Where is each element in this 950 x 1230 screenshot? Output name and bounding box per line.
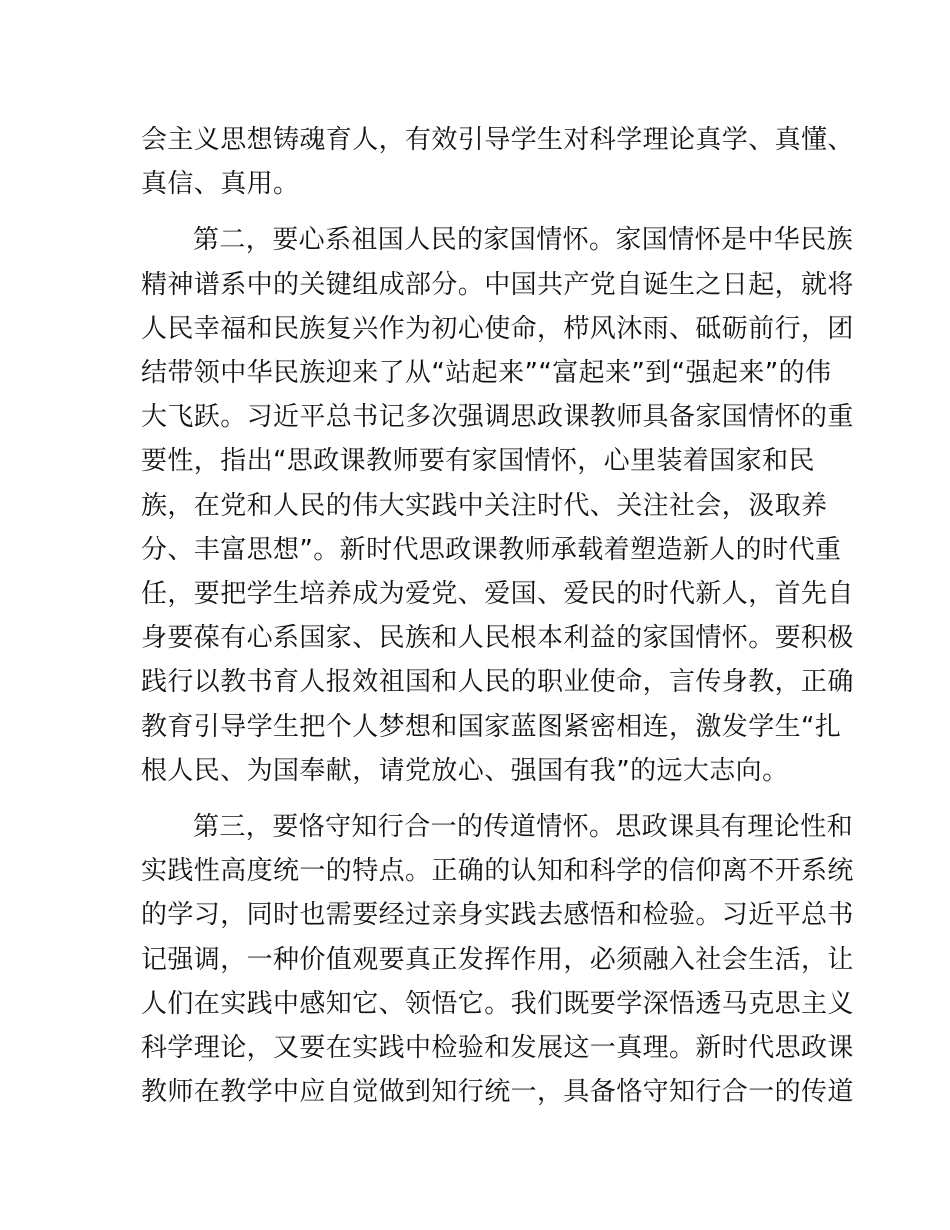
paragraph-line: 第二，要心系祖国人民的家国情怀。家国情怀是中华民族 bbox=[193, 225, 854, 256]
paragraph-line: 人们在实践中感知它、领悟它。我们既要学深悟透马克思主义 bbox=[141, 988, 854, 1019]
paragraph-line: 分、丰富思想”。新时代思政课教师承载着塑造新人的时代重 bbox=[141, 534, 842, 565]
paragraph-line: 科学理论，又要在实践中检验和发展这一真理。新时代思政课 bbox=[141, 1033, 854, 1064]
paragraph-line: 人民幸福和民族复兴作为初心使命，栉风沐雨、砥砺前行，团 bbox=[141, 313, 854, 344]
paragraph-line: 真信、真用。 bbox=[141, 169, 300, 200]
paragraph-line: 任，要把学生培养成为爱党、爱国、爱民的时代新人，首先自 bbox=[141, 579, 854, 610]
paragraph-line: 教育引导学生把个人梦想和国家蓝图紧密相连，激发学生“扎 bbox=[141, 711, 842, 742]
paragraph-line: 身要葆有心系国家、民族和人民根本利益的家国情怀。要积极 bbox=[141, 623, 854, 654]
paragraph-2 bbox=[141, 218, 854, 793]
paragraph-line: 记强调，一种价值观要真正发挥作用，必须融入社会生活，让 bbox=[141, 944, 854, 975]
paragraph-line: 根人民、为国奉献，请党放心、强国有我”的远大志向。 bbox=[141, 755, 789, 786]
paragraph-line: 要性，指出“思政课教师要有家国情怀，心里装着国家和民 bbox=[141, 446, 815, 477]
paragraph-line: 族，在党和人民的伟大实践中关注时代、关注社会，汲取养 bbox=[141, 490, 828, 521]
paragraph-line: 的学习，同时也需要经过亲身实践去感悟和检验。习近平总书 bbox=[141, 900, 854, 931]
paragraph-line: 践行以教书育人报效祖国和人民的职业使命，言传身教，正确 bbox=[141, 667, 854, 698]
paragraph-line: 会主义思想铸魂育人，有效引导学生对科学理论真学、真懂、 bbox=[141, 125, 854, 155]
paragraph-1 bbox=[141, 118, 854, 206]
paragraph-line: 大飞跃。习近平总书记多次强调思政课教师具备家国情怀的重 bbox=[141, 402, 854, 433]
paragraph-line: 教师在教学中应自觉做到知行统一，具备恪守知行合一的传道 bbox=[141, 1077, 854, 1108]
document-body bbox=[141, 118, 854, 1114]
paragraph-3 bbox=[141, 805, 854, 1114]
paragraph-line: 第三，要恪守知行合一的传道情怀。思政课具有理论性和 bbox=[193, 812, 854, 843]
paragraph-line: 实践性高度统一的特点。正确的认知和科学的信仰离不开系统 bbox=[141, 856, 854, 887]
paragraph-line: 结带领中华民族迎来了从“站起来”“富起来”到“强起来”的伟 bbox=[141, 358, 832, 389]
paragraph-line: 精神谱系中的关键组成部分。中国共产党自诞生之日起，就将 bbox=[141, 269, 854, 300]
